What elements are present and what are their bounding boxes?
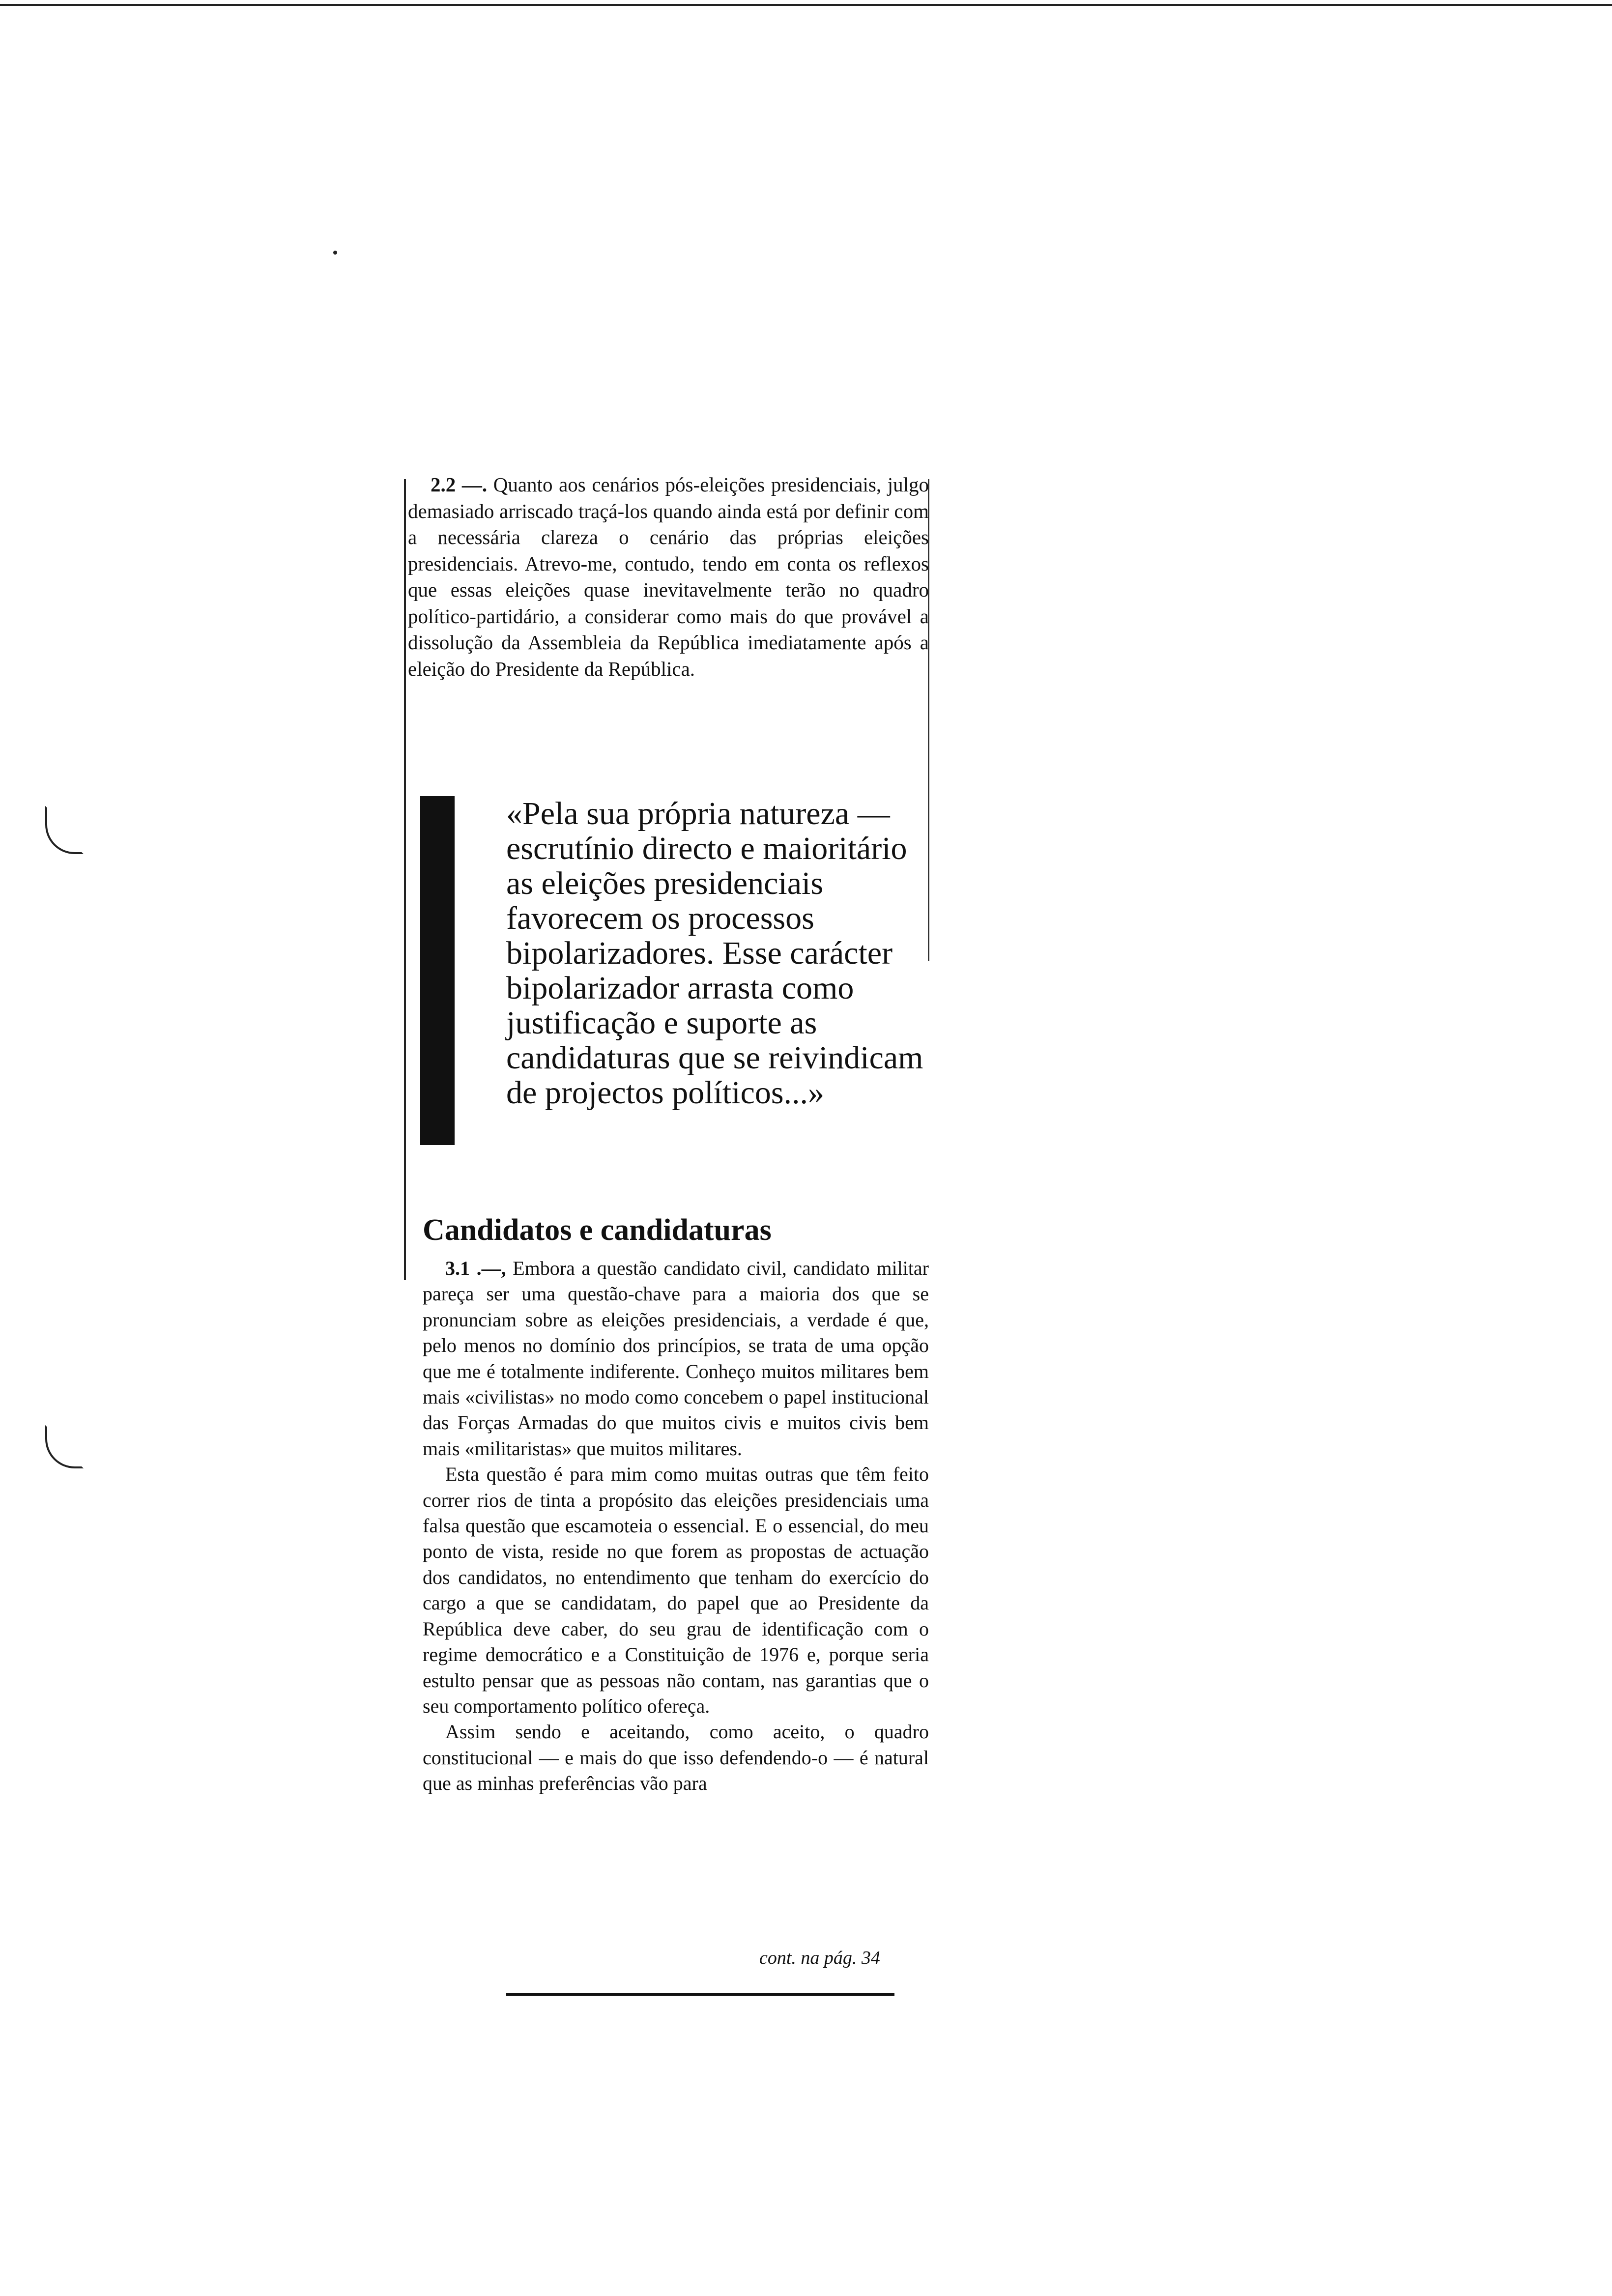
paragraph-3-1 [423, 1256, 929, 1462]
paragraph-body: Assim sendo e aceitando, como aceito, o quadro constitucional — e mais do que isso defendendo-o — é natural que as minhas preferências vão para [423, 1721, 929, 1795]
article-column-bottom [423, 1256, 929, 1797]
pull-quote-text: «Pela sua própria natureza — escrutínio directo e maioritário as eleições presidenciais favorecem os processos bipolarizadores. Esse carácter bipolarizador arrasta como justificação e suporte as candidaturas que se reivindicam de projectos políticos...» [506, 796, 923, 1111]
paragraph-number: 3.1 .—, [445, 1257, 506, 1279]
paragraph-text: Embora a questão candidato civil, candidato militar pareça ser uma questão-chave para a maioria dos que se pronunciam sobre as eleições presidenciais, a verdade é que, pelo menos no domínio dos princípios, se trata de uma opção que me é totalmente indiferente. Conheço muitos militares bem mais «civilistas» no modo como concebem o papel institucional das Forças Armadas do que muitos civis e muitos civis bem mais «militaristas» que muitos militares. [423, 1257, 929, 1460]
paragraph-body: Esta questão é para mim como muitas outras que têm feito correr rios de tinta a propósito das eleições presidenciais uma falsa questão que escamoteia o essencial. E o essencial, do meu ponto de vista, reside no que forem as propostas de actuação dos candidatos, no entendimento que tenham do exercício do cargo a que se candidatam, do papel que ao Presidente da República deve caber, do seu grau de identificação com o regime democrático e a Constituição de 1976 e, porque seria estulto pensar que as pessoas não contam, nas garantias que o seu comportamento político ofereça. [423, 1463, 929, 1717]
paragraph-2-2 [408, 472, 929, 682]
article-column-top [408, 472, 929, 682]
column-left-rule [404, 479, 406, 1280]
section-heading: Candidatos e candidaturas [423, 1213, 772, 1247]
paragraph-number: 2.2 —. [431, 473, 488, 496]
top-border-line [0, 4, 1612, 6]
continued-note: cont. na pág. 34 [759, 1948, 880, 1968]
speck [333, 251, 337, 255]
pull-quote [420, 796, 931, 1150]
binding-mark [45, 1425, 84, 1468]
bottom-rule [506, 1993, 894, 1996]
pull-quote-bar [420, 796, 455, 1145]
paragraph-text: Quanto aos cenários pós-eleições presidenciais, julgo demasiado arriscado traçá-los quando ainda está por definir com a necessária clareza o cenário das próprias eleições presidenciais. Atrevo-me, contudo, tendo em conta os reflexos que essas eleições quase inevitavelmente terão no quadro político-partidário, a considerar como mais do que provável a dissolução da Assembleia da República imediatamente após a eleição do Presidente da República. [408, 473, 929, 680]
binding-mark [45, 806, 84, 854]
